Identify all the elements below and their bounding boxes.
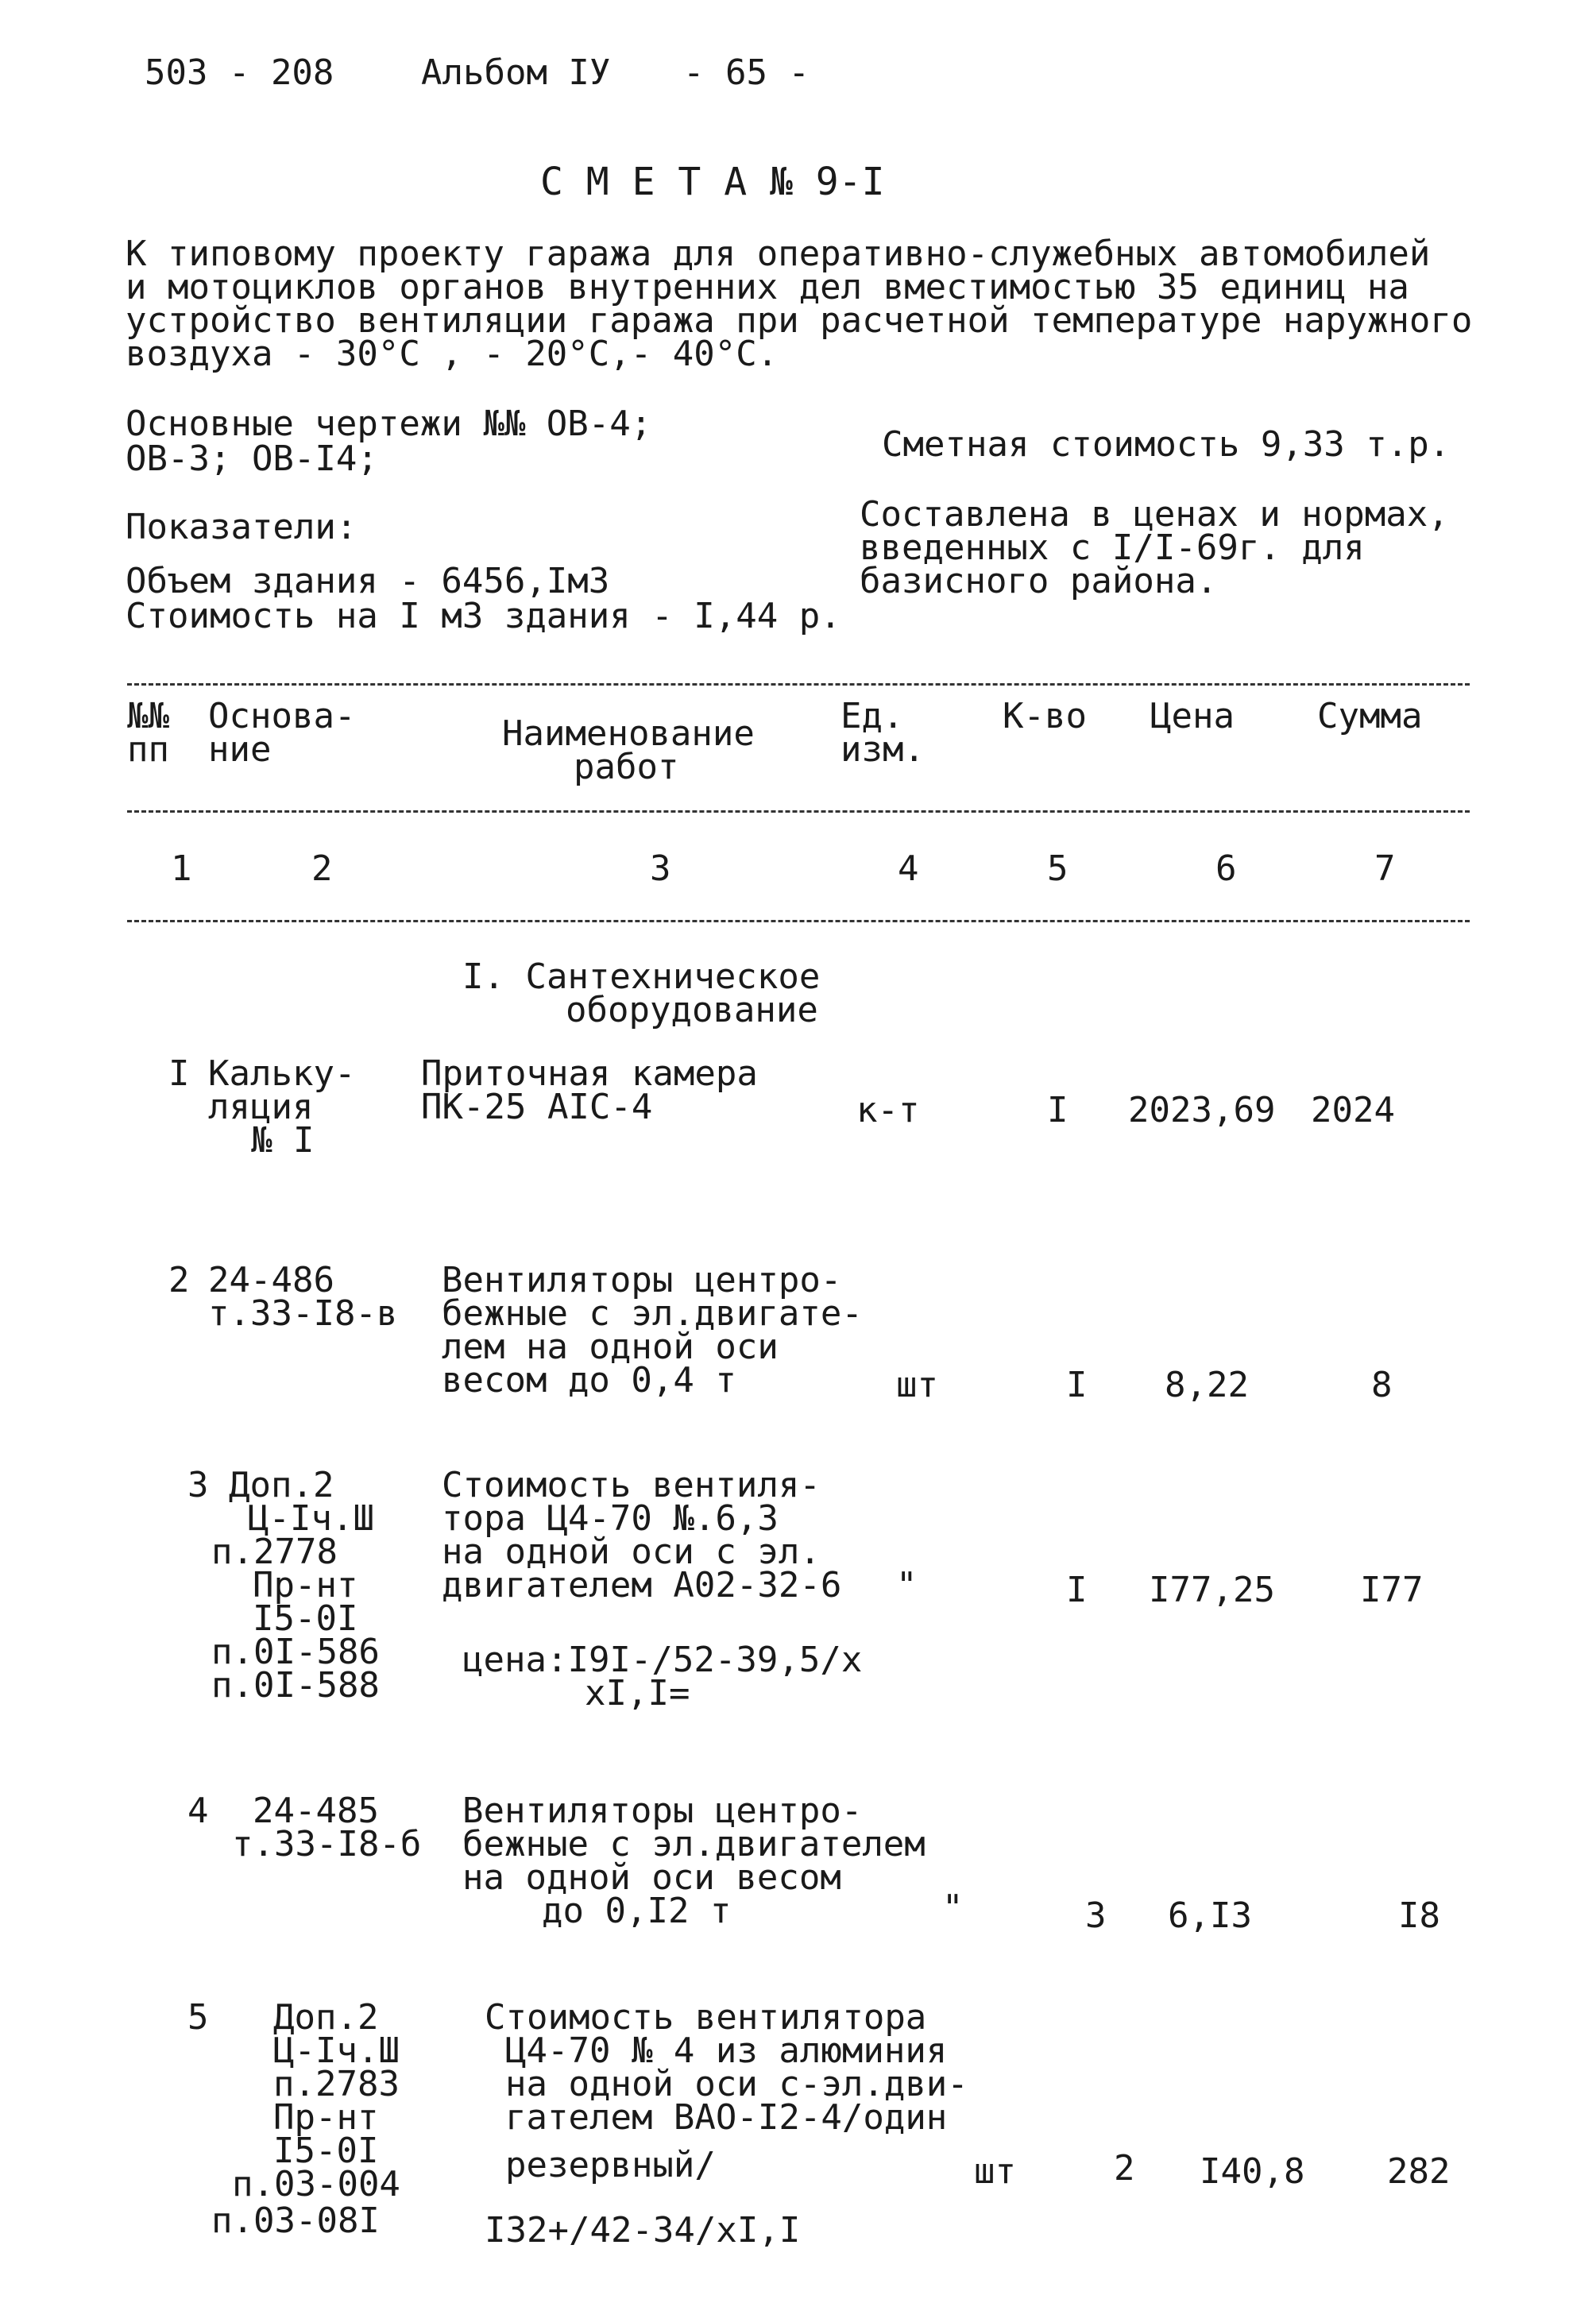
row-name: Вентиляторы центро- (462, 1791, 863, 1831)
row-basis: п.03-004 (232, 2164, 400, 2204)
row-qty: 3 (1085, 1895, 1107, 1936)
row-unit: к-т (856, 1090, 920, 1130)
row-basis: п.2778 (211, 1532, 338, 1572)
row-name: на одной оси весом (462, 1857, 841, 1898)
row-basis: т.33-I8-в (208, 1293, 398, 1334)
row-price: 2023,69 (1128, 1090, 1276, 1130)
row-name: лем на одной оси (442, 1327, 779, 1367)
document-title: С М Е Т А № 9-I (540, 160, 885, 204)
row-basis: Кальку- (208, 1053, 356, 1094)
row-basis: п.2783 (273, 2064, 400, 2104)
col-number: 4 (898, 848, 919, 889)
row-qty: I (1066, 1570, 1088, 1610)
row-num: 5 (187, 1997, 209, 2038)
row-num: 2 (168, 1260, 190, 1300)
col-number: 1 (171, 848, 192, 889)
row-name: резервный/ (505, 2145, 716, 2185)
row-unit: шт (974, 2151, 1016, 2192)
row-basis: Доп.2 (273, 1997, 379, 2038)
row-sum: 8 (1371, 1365, 1393, 1405)
row-name: бежные с эл.двигате- (442, 1293, 863, 1334)
row-name: весом до 0,4 т (442, 1360, 736, 1401)
row-basis: I5-0I (273, 2131, 379, 2171)
row-basis: 24-485 (253, 1791, 379, 1831)
row-name: бежные с эл.двигателем (462, 1824, 926, 1864)
row-name: до 0,I2 т (542, 1891, 732, 1931)
drawings-line: ОВ-3; ОВ-I4; (126, 439, 378, 479)
col-number-rule (127, 920, 1470, 922)
indicators-label: Показатели: (126, 507, 357, 547)
col-number: 6 (1215, 848, 1237, 889)
row-basis: № I (251, 1120, 315, 1161)
row-name: Вентиляторы центро- (442, 1260, 842, 1300)
header-qty: К-во (1003, 696, 1087, 736)
prices-note-line: введенных с I/I-69г. для (860, 527, 1365, 568)
row-basis: Пр-нт (253, 1565, 358, 1605)
table-top-rule (127, 683, 1470, 686)
header-unit: Ед. (841, 696, 904, 736)
row-sum: 282 (1387, 2151, 1451, 2192)
row-basis: т.33-I8-б (232, 1824, 422, 1864)
row-num: I (168, 1053, 190, 1094)
row-price: 8,22 (1165, 1365, 1249, 1405)
row-name: Приточная камера (421, 1053, 758, 1094)
row-sum: I77 (1360, 1570, 1424, 1610)
row-num: 4 (187, 1791, 209, 1831)
row-name: Стоимость вентиля- (442, 1465, 821, 1505)
description-line: К типовому проекту гаража для оперативно-служебных автомобилей (126, 234, 1431, 274)
header-sum: Сумма (1317, 696, 1423, 736)
row-basis: ляция (208, 1087, 314, 1127)
row-basis: п.03-08I (211, 2200, 380, 2241)
series-code: 503 - 208 (145, 52, 334, 93)
row-name: на одной оси с эл. (442, 1532, 821, 1572)
header-basis: Основа- (208, 696, 356, 736)
header-num: пп (127, 729, 169, 770)
row-name: тора Ц4-70 №.6,3 (442, 1498, 779, 1539)
header-num: №№ (127, 696, 169, 736)
row-name: на одной оси с-эл.дви- (505, 2064, 968, 2104)
row-unit: шт (896, 1365, 938, 1405)
row-unit: " (942, 1887, 964, 1928)
row-sum: 2024 (1311, 1090, 1395, 1130)
row-unit: " (896, 1565, 918, 1605)
description-line: и мотоциклов органов внутренних дел вместимостью 35 единиц на (126, 267, 1409, 307)
header-name: работ (574, 747, 679, 787)
header-unit: изм. (841, 729, 925, 770)
row-qty: 2 (1114, 2148, 1135, 2189)
header-name: Наименование (502, 713, 755, 754)
row-basis: Пр-нт (273, 2097, 379, 2138)
prices-note-line: базисного района. (860, 561, 1218, 601)
row-basis: Доп.2 (229, 1465, 334, 1505)
row-qty: I (1047, 1090, 1069, 1130)
row-formula: цена:I9I-/52-39,5/х (462, 1640, 863, 1680)
row-name: двигателем А02-32-6 (442, 1565, 842, 1605)
row-name: гателем ВАО-I2-4/один (505, 2097, 948, 2138)
header-basis: ние (208, 729, 272, 770)
row-basis: п.0I-588 (211, 1665, 380, 1706)
col-number: 5 (1047, 848, 1069, 889)
col-number: 3 (650, 848, 671, 889)
album-label: Альбом IУ (421, 52, 611, 93)
row-qty: I (1066, 1365, 1088, 1405)
building-volume: Объем здания - 6456,Iм3 (126, 561, 610, 601)
row-formula: I32+/42-34/хI,I (485, 2210, 801, 2251)
description-line: воздуха - 30°С , - 20°С,- 40°С. (126, 334, 779, 374)
row-price: I40,8 (1200, 2151, 1305, 2192)
section-title: оборудование (566, 990, 818, 1030)
drawings-line: Основные чертежи №№ ОВ-4; (126, 404, 652, 444)
row-basis: I5-0I (253, 1598, 358, 1639)
row-sum: I8 (1398, 1895, 1440, 1936)
row-price: 6,I3 (1168, 1895, 1252, 1936)
prices-note-line: Составлена в ценах и нормах, (860, 494, 1449, 535)
row-name: ПК-25 АIС-4 (421, 1087, 653, 1127)
row-price: I77,25 (1149, 1570, 1275, 1610)
col-number: 7 (1374, 848, 1396, 889)
section-title: I. Сантехническое (462, 956, 821, 997)
estimated-cost: Сметная стоимость 9,33 т.р. (882, 424, 1451, 465)
header-price: Цена (1150, 696, 1235, 736)
row-basis: 24-486 (208, 1260, 334, 1300)
description-line: устройство вентиляции гаража при расчетной температуре наружного (126, 300, 1473, 341)
row-basis: Ц-Iч.Ш (248, 1498, 374, 1539)
row-basis: Ц-Iч.Ш (273, 2030, 400, 2071)
header-bottom-rule (127, 810, 1470, 813)
row-num: 3 (187, 1465, 209, 1505)
row-basis: п.0I-586 (211, 1632, 380, 1672)
cost-per-m3: Стоимость на I м3 здания - I,44 р. (126, 596, 841, 636)
col-number: 2 (311, 848, 333, 889)
row-name: Ц4-70 № 4 из алюминия (505, 2030, 948, 2071)
row-formula: хI,I= (585, 1673, 690, 1714)
page-number: - 65 - (683, 52, 810, 93)
row-name: Стоимость вентилятора (485, 1997, 927, 2038)
